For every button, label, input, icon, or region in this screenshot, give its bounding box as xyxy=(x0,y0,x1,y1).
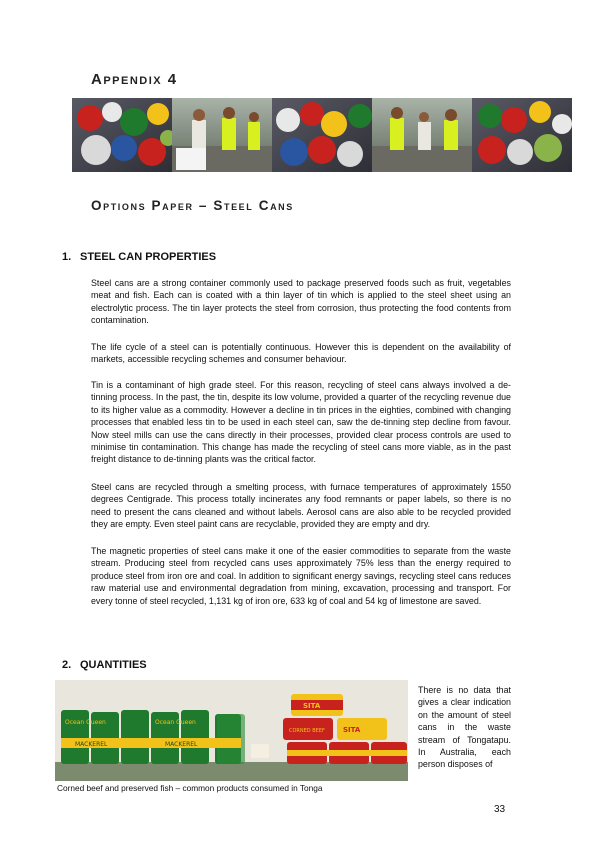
section-1-paragraph-5: The magnetic properties of steel cans make it one of the easier commodities to separate from the waste stream. Producing steel from recycled cans uses approximately 75% less than the energy required to produce steel from iron ore and coal. In addition to significant energy savings, recycling steel cans reduces raw material use and environmental degradation from mining, excavation, processing and transport. For every tonne of steel recycled, 1,131 kg of iron ore, 633 kg of coal and 54 kg of limestone are saved. xyxy=(91,546,511,606)
sita-label: SITA xyxy=(303,702,321,710)
options-paper-title xyxy=(91,198,294,213)
section-1-paragraph-2: The life cycle of a steel can is potentially continuous. However this is dependent on the availability of markets, accessible recycling schemes and consumer behaviour. xyxy=(91,342,511,365)
canned-food-illustration xyxy=(55,680,408,781)
banner-collage xyxy=(72,98,572,172)
quantities-side-text: There is no data that gives a clear indication on the amount of steel cans in the waste stream of Tongatapu. In Australia, each person disposes of xyxy=(418,685,511,770)
section-2-title: QUANTITIES xyxy=(80,659,147,671)
mackerel-label-2: MACKEREL xyxy=(165,741,198,748)
section-1-paragraph-3: Tin is a contaminant of high grade steel. For this reason, recycling of steel cans always involved a de-tinning process. In the past, the tin, despite its low volume, provided a quarter of the recycling revenue due to its higher value as a commodity. However a decline in tin prices in the eighties, combined with changing processes that enabled less tin to be used in each steel can, saw the de-tinning step decline from favour. Now steel mills can use the cans directly in their processes, provided clear process controls are used to minimise tin contamination. This change has made the recycling of steel cans more viable, as in the past freight distance to de-tinning plants was the critical factor. xyxy=(91,380,511,465)
mackerel-label: MACKEREL xyxy=(75,741,108,748)
section-1-paragraph-1: Steel cans are a strong container commonly used to package preserved foods such as fruit, vegetables meat and fish. Each can is coated with a thin layer of tin which is applied to the steel sheet using an electrolytic process. The tin layer protects the steel from corrosion, thus protecting the food contents from contamination. xyxy=(91,278,511,326)
section-1-heading xyxy=(62,251,216,263)
options-paper-title-text: Options Paper – Steel Cans xyxy=(91,198,294,213)
corned-beef-label: CORNED BEEF xyxy=(289,728,325,734)
photo-caption: Corned beef and preserved fish – common products consumed in Tonga xyxy=(57,783,323,793)
section-1-title: STEEL CAN PROPERTIES xyxy=(80,251,217,263)
section-2-number: 2. xyxy=(62,659,72,671)
ocean-queen-label-2: Ocean Queen xyxy=(155,719,196,726)
section-2-heading xyxy=(62,659,147,671)
appendix-title-text: Appendix 4 xyxy=(91,71,178,88)
section-1-paragraph-4: Steel cans are recycled through a smelting process, with furnace temperatures of approximately 1550 degrees Centigrade. This process totally incinerates any food remnants or paper labels, so there is no need to present the cans cleaned and without labels. Aerosol cans are also able to be recycled provided they are empty. Even steel paint cans are recyclable, provided they are empty and dry. xyxy=(91,482,511,530)
sita-label-2: SITA xyxy=(343,726,361,734)
section-1-number: 1. xyxy=(62,251,72,263)
appendix-title xyxy=(91,71,178,88)
ocean-queen-label: Ocean Queen xyxy=(65,719,106,726)
canned-food-photo xyxy=(55,680,408,781)
page-number: 33 xyxy=(494,804,506,815)
banner-image xyxy=(72,98,572,172)
ocean-queen-cans xyxy=(61,710,245,764)
